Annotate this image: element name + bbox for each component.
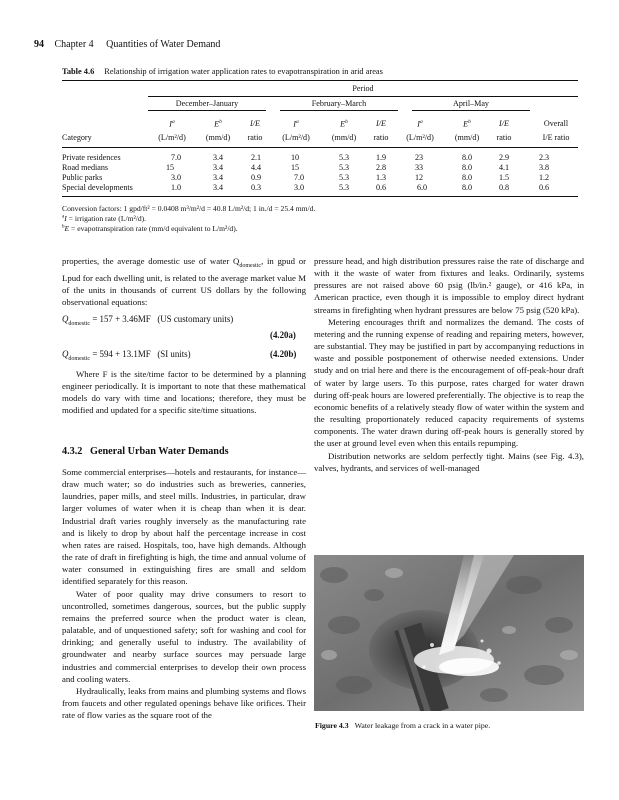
chapter-title: Quantities of Water Demand: [106, 39, 221, 50]
cell: 1.5: [498, 173, 510, 182]
cell: 3.4: [212, 153, 224, 162]
cell: 10: [290, 153, 300, 162]
cell: 4.4: [250, 163, 262, 172]
cell: 2.9: [498, 153, 510, 162]
period-3-rule: [412, 110, 530, 111]
water-leak-photo: [314, 555, 584, 711]
period-header: Period: [352, 84, 374, 93]
cell: 0.6: [375, 183, 387, 192]
cell: 33: [414, 163, 424, 172]
cell: 5.3: [338, 173, 350, 182]
cell: 8.0: [461, 183, 473, 192]
unit-E-2: (mm/d): [331, 133, 357, 142]
chapter-label: Chapter 4: [54, 39, 94, 50]
cell: 5.3: [338, 183, 350, 192]
cell: 15: [290, 163, 300, 172]
cell: 0.8: [498, 183, 510, 192]
category-header: Category: [62, 133, 92, 142]
cell: 2.1: [250, 153, 262, 162]
paragraph: Some commercial enterprises—hotels and restaurants, for instance—draw much water; so do industries such as breweries, canneries, laundries, paper mills, and steel mills. Industries, in particular, draw larger volumes of water when it is cheap than when it is dear. Industrial draft varies roughly inversely as the manufacturing rate and is likely to drop by about half the percentage increase in cost when rates are raised. Hospitals, too, have high demands. Although the rate of draft in firefighting is high, the time and annual volume of water consumed in extinguishing fires are small and seldom identified separately for this reason.: [62, 467, 306, 587]
paragraph: pressure head, and high distribution pressures raise the rate of discharge and with it the waste of water from fixtures and leaks. Ordinarily, systems pressures are not raised above 60 psig (lb/in.² gauge), or 416 kPa, in American practice, even though it is impossible to employ direct hydrant streams in firefighting when hydrant pressures are below 75 psig (520 kPa).: [314, 256, 584, 315]
table-label: Table 4.6: [62, 67, 95, 76]
equation-4-20a: $Q_{domestic} = 157 + 3.46MF$ (US customary units): [62, 314, 234, 327]
paragraph: properties, the average domestic use of water $Q_{domestic}$, in gpud or Lpud for each dwelling unit, is related to the average market value M of the units in thousands of current US dollars by the following observational equations:: [62, 256, 306, 308]
cell: 15: [165, 163, 175, 172]
cell: 1.3: [375, 173, 387, 182]
figure-caption: [315, 721, 490, 730]
cell: 3.8: [538, 163, 550, 172]
row-category: Private residences: [62, 153, 121, 162]
cell: 12: [414, 173, 424, 182]
unit-ratio-2: ratio: [373, 133, 389, 142]
period-2-rule: [280, 110, 398, 111]
table-note-b: $^b$E = evapotranspiration rate (mm/d equivalent to L/m²/d).: [62, 224, 238, 233]
cell: 0.3: [250, 183, 262, 192]
row-category: Special developments: [62, 183, 133, 192]
paragraph: Distribution networks are seldom perfectly tight. Mains (see Fig. 4.3), valves, hydrants, and services of well-managed: [314, 450, 584, 473]
equation-4-20b: $Q_{domestic} = 594 + 13.1MF$ (SI units): [62, 349, 191, 362]
left-column-body: [62, 466, 306, 721]
sym-I-2: $I^a$: [293, 119, 299, 129]
photo-illustration: [314, 555, 584, 711]
cell: 23: [414, 153, 424, 162]
figure-caption-text: Water leakage from a crack in a water pipe.: [354, 721, 491, 730]
sym-E-2: $E^b$: [340, 119, 348, 129]
table-note-a: $^a$I = irrigation rate (L/m²/d).: [62, 214, 147, 223]
cell: 1.2: [538, 173, 550, 182]
figure-label: Figure 4.3: [315, 721, 349, 730]
unit-E-3: (mm/d): [454, 133, 480, 142]
right-column-body: [314, 255, 584, 474]
cell: 6.0: [416, 183, 428, 192]
header-bottom-rule: [62, 147, 578, 148]
cell: 8.0: [461, 153, 473, 162]
cell: 0.9: [250, 173, 262, 182]
period-1-header: December–January: [175, 99, 239, 108]
equation-number-a: (4.20a): [270, 330, 296, 340]
cell: 5.3: [338, 153, 350, 162]
sym-IE-3: I/E: [499, 119, 509, 128]
cell: 3.4: [212, 183, 224, 192]
sym-I-1: $I^a$: [169, 119, 175, 129]
cell: 3.0: [170, 173, 182, 182]
unit-overall: I/E ratio: [542, 133, 570, 142]
cell: 0.6: [538, 183, 550, 192]
cell: 3.4: [212, 173, 224, 182]
paragraph: Metering encourages thrift and normalizes the demand. The costs of metering and the running expense of reading and repairing meters, however, are substantial. They may be justified in part by accompanying reductions in waste and possible postponement of otherwise needed extensions. Under study and on trial here and there is the encouragement of off-peak-hour draft of water by large users. To this purpose, rates charged for water drawn during off-peak hours are lowered preferentially. The objective is to reap the economic benefits of a relatively steady flow of water within the system and the resulting proportionately reduced capacity requirements of systems components. The water drawn during off-peak hours is generally stored by the user at ground level even when this entails repumping.: [314, 316, 584, 449]
left-column-intro: [62, 255, 306, 308]
unit-I-2: (L/m²/d): [282, 133, 310, 142]
table-caption-text: Relationship of irrigation water application rates to evapotranspiration in arid areas: [104, 67, 383, 76]
cell: 8.0: [461, 173, 473, 182]
period-rule: [148, 96, 578, 97]
paragraph: Where F is the site/time factor to be determined by a planning engineer periodically. It is important to note that these mathematical models do vary with time and locations; therefore, they must be modified and updated for a specific site/time situations.: [62, 369, 306, 416]
equation-number-b: (4.20b): [270, 349, 297, 359]
table-caption: [62, 67, 383, 76]
sym-E-3: $E^b$: [463, 119, 471, 129]
left-column-p2: [62, 368, 306, 417]
unit-E-1: (mm/d): [205, 133, 231, 142]
cell: 1.9: [375, 153, 387, 162]
unit-I-3: (L/m²/d): [406, 133, 434, 142]
cell: 3.0: [293, 183, 305, 192]
row-category: Public parks: [62, 173, 103, 182]
cell: 5.3: [338, 163, 350, 172]
sym-IE-2: I/E: [376, 119, 386, 128]
cell: 3.4: [212, 163, 224, 172]
unit-I-1: (L/m²/d): [158, 133, 186, 142]
period-1-rule: [148, 110, 266, 111]
period-3-header: April–May: [453, 99, 489, 108]
table-top-rule: [62, 80, 578, 81]
cell: 1.0: [170, 183, 182, 192]
paragraph: Hydraulically, leaks from mains and plumbing systems and flows from faucets and other regulated openings behave like orifices. Their rate of flow varies as the square root of the: [62, 685, 306, 721]
running-header: [34, 39, 220, 50]
table-bottom-rule: [62, 196, 578, 197]
page-number: 94: [34, 39, 44, 50]
section-heading: 4.3.2 General Urban Water Demands: [62, 446, 229, 457]
sym-IE-1: I/E: [250, 119, 260, 128]
unit-ratio-1: ratio: [247, 133, 263, 142]
sym-E-1: $E^b$: [214, 119, 222, 129]
cell: 7.0: [293, 173, 305, 182]
cell: 2.3: [538, 153, 550, 162]
table-note-conversion: Conversion factors: 1 gpd/ft² = 0.0408 m³/m²/d = 40.8 L/m²/d; 1 in./d = 25.4 mm/d.: [62, 204, 316, 213]
paragraph: Water of poor quality may drive consumers to resort to uncontrolled, sometimes dangerous, sources, but the public supply remains the preferred source when the product water is clean, palatable, and of unquestioned safety; soft for washing and cool for drinking; and generally useful to industry. The availability of groundwater and nearby surface sources may persuade large industries and commercial enterprises to develop their own process and cooling waters.: [62, 588, 306, 684]
period-2-header: February–March: [311, 99, 367, 108]
cell: 8.0: [461, 163, 473, 172]
overall-header: Overall: [543, 119, 569, 128]
cell: 2.8: [375, 163, 387, 172]
row-category: Road medians: [62, 163, 109, 172]
cell: 7.0: [170, 153, 182, 162]
unit-ratio-3: ratio: [496, 133, 512, 142]
cell: 4.1: [498, 163, 510, 172]
sym-I-3: $I^a$: [417, 119, 423, 129]
